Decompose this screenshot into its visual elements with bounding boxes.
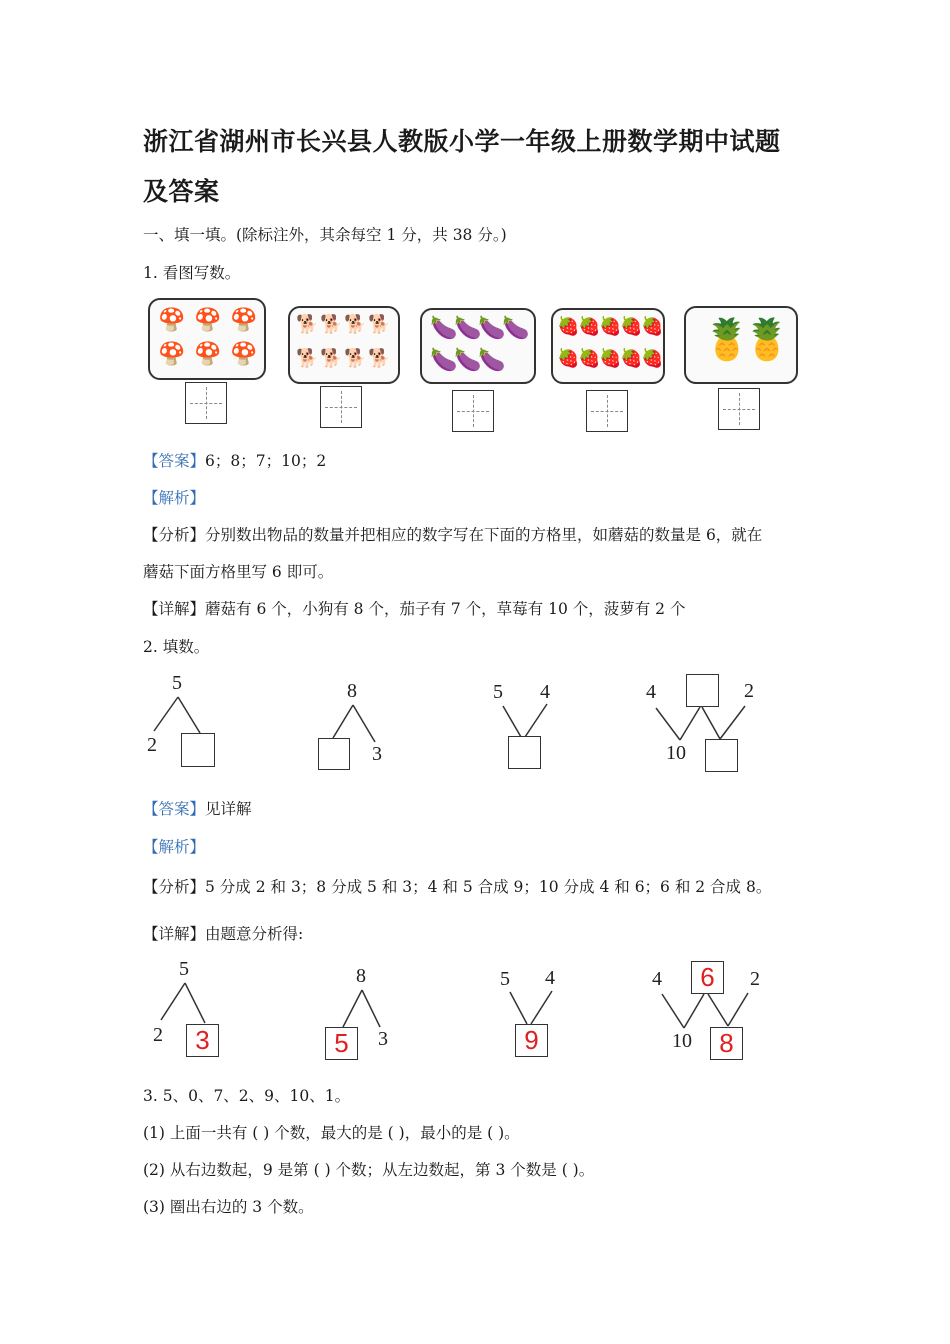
pineapple-icon: 🍍 — [742, 317, 792, 363]
dog-icon: 🐕 — [344, 314, 367, 335]
eggplant-icon: 🍆 — [430, 348, 458, 373]
dog-icon: 🐕 — [344, 348, 367, 369]
strawberry-icon: 🍓 — [599, 316, 622, 337]
tree2-answer-box[interactable] — [318, 738, 350, 770]
analysis-tag: 【解析】 — [143, 838, 206, 856]
solved-tree1-left: 2 — [153, 1024, 163, 1046]
fenxi-tag: 【分析】 — [143, 878, 206, 896]
tree1-left-number: 2 — [147, 734, 157, 756]
solved-tree4-bottom: 10 — [672, 1030, 692, 1052]
answer-text: 见详解 — [205, 800, 252, 818]
solved-tree3-left: 5 — [500, 968, 510, 990]
dog-icon: 🐕 — [368, 348, 391, 369]
mushroom-icon: 🍄 — [158, 342, 186, 367]
page-title: 浙江省湖州市长兴县人教版小学一年级上册数学期中试题 — [143, 127, 781, 156]
fenxi-tag: 【分析】 — [143, 526, 206, 544]
solved-tree4-top-box — [691, 961, 724, 994]
strawberry-icon: 🍓 — [557, 316, 580, 337]
solved-tree4-top-answer: 6 — [700, 962, 715, 992]
solved-tree1-answer: 3 — [195, 1025, 210, 1055]
tree4-top-answer-box[interactable] — [686, 674, 719, 707]
solved-tree3-right: 4 — [545, 967, 555, 989]
eggplant-icon: 🍆 — [454, 348, 482, 373]
tree4-bottom-answer-box[interactable] — [705, 739, 738, 772]
tree2-right-number: 3 — [372, 743, 382, 765]
strawberry-icon: 🍓 — [620, 348, 643, 369]
analysis-tag: 【解析】 — [143, 489, 206, 507]
eggplant-icon: 🍆 — [478, 316, 506, 341]
mushroom-icon: 🍄 — [230, 308, 258, 333]
q1-fenxi-cont: 蘑菇下面方格里写 6 即可。 — [143, 563, 334, 581]
strawberry-icon: 🍓 — [641, 316, 664, 337]
eggplant-icon: 🍆 — [454, 316, 482, 341]
q3-prompt: 3. 5、0、7、2、9、10、1。 — [143, 1087, 351, 1105]
solved-tree3-box — [515, 1024, 548, 1057]
xiangjie-tag: 【详解】 — [143, 925, 206, 943]
tree2-top-number: 8 — [347, 680, 357, 702]
q2-answer — [143, 797, 252, 819]
tree4-left-number: 4 — [646, 681, 656, 703]
solved-tree2-top: 8 — [356, 965, 366, 987]
solved-tree1-top: 5 — [179, 958, 189, 980]
xiangjie-text: 蘑菇有 6 个，小狗有 8 个，茄子有 7 个，草莓有 10 个，菠萝有 2 个 — [205, 600, 686, 618]
strawberry-icon: 🍓 — [578, 348, 601, 369]
dog-icon: 🐕 — [320, 314, 343, 335]
strawberry-icon: 🍓 — [620, 316, 643, 337]
tree3-answer-box[interactable] — [508, 736, 541, 769]
mushroom-icon: 🍄 — [230, 342, 258, 367]
page-title-line2: 及答案 — [143, 177, 220, 206]
answer-text: 6；8；7；10；2 — [205, 452, 327, 470]
dog-icon: 🐕 — [296, 348, 319, 369]
eggplant-icon: 🍆 — [502, 316, 530, 341]
q2-prompt: 2. 填数。 — [143, 638, 210, 656]
q1-prompt: 1. 看图写数。 — [143, 264, 241, 282]
tree1-top-number: 5 — [172, 672, 182, 694]
pineapple-icon: 🍍 — [702, 317, 752, 363]
q2-analysis — [143, 835, 205, 857]
answer-tag: 【答案】 — [143, 800, 206, 818]
eggplant-icon: 🍆 — [430, 316, 458, 341]
q3-sub1: (1) 上面一共有 ( ) 个数，最大的是 ( )，最小的是 ( )。 — [143, 1124, 520, 1142]
dog-icon: 🐕 — [296, 314, 319, 335]
strawberry-icon: 🍓 — [641, 348, 664, 369]
tree3-left-number: 5 — [493, 681, 503, 703]
strawberry-icon: 🍓 — [599, 348, 622, 369]
answer-tag: 【答案】 — [143, 452, 206, 470]
solved-tree2-box — [325, 1027, 358, 1060]
tree1-answer-box[interactable] — [181, 733, 215, 767]
tree4-right-number: 2 — [744, 680, 754, 702]
q2-fenxi — [143, 875, 771, 897]
section-heading: 一、填一填。(除标注外，其余每空 1 分，共 38 分。) — [143, 226, 507, 244]
mushroom-icon: 🍄 — [194, 308, 222, 333]
strawberry-icon: 🍓 — [578, 316, 601, 337]
strawberry-icon: 🍓 — [557, 348, 580, 369]
solved-tree1-box — [186, 1024, 219, 1057]
mushroom-icon: 🍄 — [194, 342, 222, 367]
fenxi-text: 分别数出物品的数量并把相应的数字写在下面的方格里，如蘑菇的数量是 6，就在 — [205, 526, 763, 544]
solved-tree4-bottom-answer: 8 — [719, 1028, 734, 1058]
solved-tree2-answer: 5 — [334, 1028, 349, 1058]
dog-icon: 🐕 — [320, 348, 343, 369]
xiangjie-text: 由题意分析得: — [205, 925, 304, 943]
solved-tree2-right: 3 — [378, 1028, 388, 1050]
xiangjie-tag: 【详解】 — [143, 600, 206, 618]
eggplant-icon: 🍆 — [478, 348, 506, 373]
dog-icon: 🐕 — [368, 314, 391, 335]
solved-tree4-right: 2 — [750, 968, 760, 990]
solved-tree4-left: 4 — [652, 968, 662, 990]
solved-tree3-answer: 9 — [524, 1025, 539, 1055]
tree3-right-number: 4 — [540, 681, 550, 703]
q2-xiangjie — [143, 922, 303, 944]
q3-sub2: (2) 从右边数起，9 是第 ( ) 个数；从左边数起，第 3 个数是 ( )。 — [143, 1161, 595, 1179]
fenxi-text: 5 分成 2 和 3；8 分成 5 和 3；4 和 5 合成 9；10 分成 4 和 6；6 和 2 合成 8。 — [205, 878, 772, 896]
solved-tree4-bottom-box — [710, 1027, 743, 1060]
mushroom-icon: 🍄 — [158, 308, 186, 333]
q3-sub3: (3) 圈出右边的 3 个数。 — [143, 1198, 314, 1216]
tree4-bottom-number: 10 — [666, 742, 686, 764]
